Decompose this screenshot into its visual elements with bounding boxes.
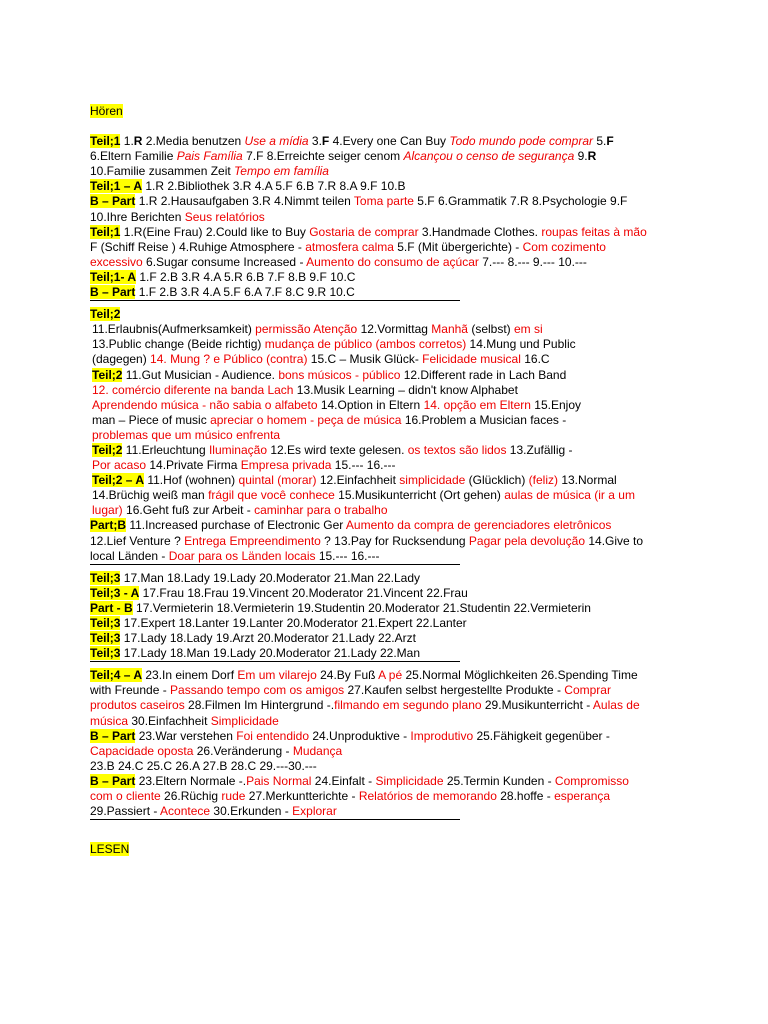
text-segment: 14.Private Firma xyxy=(146,458,241,473)
text-segment: Aulas de xyxy=(592,698,640,713)
text-segment: Simplicidade xyxy=(210,713,279,728)
text-segment: Iluminação xyxy=(208,442,267,457)
text-segment: Doar para os Länden locais xyxy=(168,548,316,563)
heading-hoeren xyxy=(90,104,680,119)
text-segment: A pé xyxy=(378,668,403,683)
text-segment: B – Part xyxy=(90,285,136,300)
text-segment: Manhã xyxy=(431,322,468,337)
text-segment: 16.C xyxy=(520,352,550,367)
text-segment: 1.R 2.Bibliothek 3.R 4.A 5.F 6.B 7.R 8.A 9.F 10.B xyxy=(142,179,406,194)
text-segment: esperança xyxy=(554,789,611,804)
text-segment: 1. xyxy=(120,134,134,149)
text-segment: 13.Normal xyxy=(558,473,617,488)
text-segment: aulas de música (ir a um xyxy=(504,488,635,503)
s4-line-4 xyxy=(90,714,680,729)
heading-lesen xyxy=(90,842,680,857)
text-segment: 11.Erleuchtung xyxy=(122,442,209,457)
text-segment: 14. Mung ? e Público (contra) xyxy=(150,352,308,367)
text-segment: Empresa privada xyxy=(240,458,332,473)
s3-line-5 xyxy=(90,631,680,646)
text-segment: 29.Passiert - xyxy=(90,804,161,819)
text-segment: 23.B 24.C 25.C 26.A 27.B 28.C 29.---30.--- xyxy=(90,758,317,773)
s4-line-5 xyxy=(90,729,680,744)
text-segment: Teil;3 - A xyxy=(90,585,140,600)
text-segment: 7.F 8.Erreichte seiger cenom xyxy=(242,149,404,164)
text-segment: 14. opção em Eltern xyxy=(423,397,531,412)
text-segment: F xyxy=(321,134,330,149)
text-segment: Teil;4 – A xyxy=(90,668,143,683)
text-segment: Teil;2 xyxy=(92,367,123,382)
text-segment: Part;B xyxy=(90,518,127,533)
text-segment: 23.Eltern Normale -. xyxy=(135,773,247,788)
text-segment: 27.Kaufen selbst hergestellte Produkte - xyxy=(344,683,565,698)
s1-line-10 xyxy=(90,270,680,285)
text-segment: 12. comércio diferente na banda Lach xyxy=(92,382,294,397)
s1-line-1 xyxy=(90,134,680,149)
text-segment: Aumento do consumo de açúcar xyxy=(306,254,479,269)
text-segment: Seus relatórios xyxy=(184,209,265,224)
text-segment: Tempo em família xyxy=(234,164,329,179)
s2-line-14 xyxy=(90,503,680,518)
text-segment: 11.Gut Musician - Audience. xyxy=(122,367,279,382)
text-segment: Teil;2 – A xyxy=(92,473,145,488)
s4-line-8 xyxy=(90,774,680,789)
text-segment: quintal (morar) xyxy=(238,473,317,488)
text-segment: R xyxy=(587,149,597,164)
text-segment: 17.Vermieterin 18.Vermieterin 19.Studentin 20.Moderator 21.Studentin 22.Vermieterin xyxy=(132,600,591,615)
text-segment: Mudança xyxy=(292,743,343,758)
text-segment: em si xyxy=(514,322,543,337)
text-segment: 9. xyxy=(574,149,588,164)
s2-line-4 xyxy=(90,352,680,367)
text-segment: 17.Lady 18.Man 19.Lady 20.Moderator 21.Lady 22.Man xyxy=(120,646,420,661)
s3-line-1 xyxy=(90,571,680,586)
text-segment: 13.Musik Learning – didn't know Alphabet xyxy=(293,382,518,397)
text-segment: 16.Problem a Musician faces - xyxy=(401,412,567,427)
text-segment: (selbst) xyxy=(467,322,514,337)
text-segment: frágil que você conhece xyxy=(208,488,335,503)
text-segment: simplicidade xyxy=(399,473,466,488)
text-segment: produtos caseiros xyxy=(90,698,185,713)
s2-line-11 xyxy=(90,458,680,473)
s2-line-8 xyxy=(90,413,680,428)
text-segment: 24.Unproduktive - xyxy=(309,728,411,743)
s2-line-13 xyxy=(90,488,680,503)
text-segment: 12.Different rade in Lach Band xyxy=(400,367,567,382)
text-segment: B – Part xyxy=(90,773,136,788)
s2-line-7 xyxy=(90,398,680,413)
text-segment: LESEN xyxy=(90,842,130,857)
text-segment: Com cozimento xyxy=(522,239,606,254)
text-segment: 6.Eltern Familie xyxy=(90,149,177,164)
text-segment: 1.F 2.B 3.R 4.A 5.F 6.A 7.F 8.C 9.R 10.C xyxy=(135,285,355,300)
text-segment: bons músicos - público xyxy=(278,367,401,382)
text-segment: 3. xyxy=(308,134,322,149)
text-segment: lugar) xyxy=(92,503,123,518)
s4-line-9 xyxy=(90,789,680,804)
text-segment: F xyxy=(606,134,614,149)
text-segment: Teil;3 xyxy=(90,631,121,646)
text-segment: 26.Veränderung - xyxy=(193,743,293,758)
text-segment: 10.Familie zusammen Zeit xyxy=(90,164,235,179)
text-segment: 14.Brüchig weiß man xyxy=(92,488,209,503)
s4-line-7 xyxy=(90,759,680,774)
text-segment: Toma parte xyxy=(353,194,414,209)
s3-line-6 xyxy=(90,646,680,661)
text-segment: 3.Handmade Clothes. xyxy=(418,224,542,239)
text-segment: with Freunde - xyxy=(90,683,171,698)
text-segment: local Länden - xyxy=(90,548,169,563)
text-segment: 12.Vormittag xyxy=(357,322,432,337)
text-segment: man – Piece of music xyxy=(92,412,211,427)
document-body xyxy=(90,104,680,857)
s1-line-4 xyxy=(90,179,680,194)
text-segment: 30.Erkunden - xyxy=(210,804,293,819)
text-segment: (feliz) xyxy=(528,473,558,488)
s4-line-10 xyxy=(90,804,680,819)
text-segment: 24.By Fuß xyxy=(316,668,379,683)
text-segment: 25.Fähigkeit gegenüber - xyxy=(473,728,610,743)
text-segment: filmando em segundo plano xyxy=(334,698,482,713)
s2-line-16 xyxy=(90,534,680,549)
text-segment: 30.Einfachheit xyxy=(128,713,211,728)
text-segment: Gostaria de comprar xyxy=(309,224,419,239)
text-segment: Pais Família xyxy=(176,149,243,164)
text-segment: Entrega Empreendimento xyxy=(184,533,321,548)
s2-line-12 xyxy=(90,473,680,488)
text-segment: Teil;3 xyxy=(90,646,121,661)
text-segment: 5.F (Mit übergerichte) - xyxy=(393,239,523,254)
text-segment: 26.Rüchig xyxy=(160,789,222,804)
text-segment: (Glücklich) xyxy=(465,473,529,488)
text-segment: Felicidade musical xyxy=(422,352,521,367)
text-segment: permissão Atenção xyxy=(255,322,358,337)
s2-line-6 xyxy=(90,383,680,398)
s2-line-9 xyxy=(90,428,680,443)
s4-line-2 xyxy=(90,683,680,698)
text-segment: rude xyxy=(221,789,246,804)
s2-line-5 xyxy=(90,368,680,383)
s3-line-4 xyxy=(90,616,680,631)
s4-line-1 xyxy=(90,668,680,683)
text-segment: B – Part xyxy=(90,194,136,209)
text-segment: 23.War verstehen xyxy=(135,728,237,743)
text-segment: Teil;3 xyxy=(90,616,121,630)
text-segment: com o cliente xyxy=(90,789,161,804)
s4-line-3 xyxy=(90,698,680,713)
s2-line-17 xyxy=(90,549,680,564)
text-segment: 5.F 6.Grammatik 7.R 8.Psychologie 9.F xyxy=(413,194,628,209)
text-segment: Teil;3 xyxy=(90,570,121,585)
s1-line-8 xyxy=(90,240,680,255)
text-segment: atmosfera calma xyxy=(305,239,394,254)
text-segment: 29.Musikunterricht - xyxy=(481,698,593,713)
s2-line-2 xyxy=(90,322,680,337)
text-segment: 12.Einfachheit xyxy=(316,473,400,488)
text-segment: B – Part xyxy=(90,728,136,743)
text-segment: 14.Give to xyxy=(585,533,644,548)
text-segment: 13.Zufällig - xyxy=(506,442,573,457)
text-segment: apreciar o homem - peça de música xyxy=(210,412,402,427)
text-segment: 23.In einem Dorf xyxy=(142,668,238,683)
text-segment: 14.Mung und Public xyxy=(466,337,576,352)
text-segment: 16.Geht fuß zur Arbeit - xyxy=(122,503,255,518)
text-segment: Compromisso xyxy=(554,773,629,788)
text-segment: Teil;2 xyxy=(92,442,123,457)
text-segment: Relatórios de memorando xyxy=(358,789,497,804)
text-segment: 10.Ihre Berichten xyxy=(90,209,185,224)
text-segment: Pais Normal xyxy=(246,773,312,788)
text-segment: Passando tempo com os amigos xyxy=(170,683,345,698)
text-segment: 12.Es wird texte gelesen. xyxy=(267,442,408,457)
s3-line-3 xyxy=(90,601,680,616)
text-segment: música xyxy=(90,713,129,728)
s2-line-10 xyxy=(90,443,680,458)
text-segment: roupas feitas à mão xyxy=(541,224,647,239)
text-segment: 4.Every one Can Buy xyxy=(329,134,450,149)
text-segment: 6.Sugar consume Increased - xyxy=(142,254,307,269)
text-segment: ? 13.Pay for Rucksendung xyxy=(320,533,469,548)
text-segment: Por acaso xyxy=(92,458,147,473)
text-segment: Teil;1 xyxy=(90,224,121,239)
text-segment: caminhar para o trabalho xyxy=(254,503,388,518)
text-segment: Alcançou o censo de segurança xyxy=(403,149,575,164)
text-segment: 11.Increased purchase of Electronic Ger xyxy=(126,518,346,533)
text-segment: Comprar xyxy=(564,683,611,698)
text-segment: 13.Public change (Beide richtig) xyxy=(92,337,265,352)
text-segment: Use a mídia xyxy=(244,134,309,149)
s2-line-1 xyxy=(90,307,680,322)
text-segment: 28.hoffe - xyxy=(496,789,555,804)
text-segment: 1.F 2.B 3.R 4.A 5.R 6.B 7.F 8.B 9.F 10.C xyxy=(136,269,356,284)
text-segment: R xyxy=(133,134,143,149)
text-segment: 15.Musikunterricht (Ort gehen) xyxy=(334,488,505,503)
text-segment: Foi entendido xyxy=(236,728,310,743)
text-segment: Hören xyxy=(90,104,123,118)
s1-line-2 xyxy=(90,149,680,164)
text-segment: 15.--- 16.--- xyxy=(331,458,396,473)
text-segment: Teil;2 xyxy=(90,307,121,322)
text-segment: 15.--- 16.--- xyxy=(315,548,380,563)
text-segment: Teil;1 – A xyxy=(90,179,143,194)
s4-line-6 xyxy=(90,744,680,759)
text-segment: 7.--- 8.--- 9.--- 10.--- xyxy=(478,254,587,269)
text-segment: 1.R 2.Hausaufgaben 3.R 4.Nimmt teilen xyxy=(135,194,354,209)
s3-line-2 xyxy=(90,586,680,601)
text-segment: Acontece xyxy=(160,804,211,819)
text-segment: Aprendendo música - não sabia o alfabeto xyxy=(92,397,318,412)
text-segment: Explorar xyxy=(292,804,337,819)
text-segment: 17.Lady 18.Lady 19.Arzt 20.Moderator 21.Lady 22.Arzt xyxy=(120,631,416,646)
text-segment: 11.Erlaubnis(Aufmerksamkeit) xyxy=(92,322,256,337)
text-segment: (dagegen) xyxy=(92,352,151,367)
text-segment: 12.Lief Venture ? xyxy=(90,533,185,548)
s2-line-3 xyxy=(90,337,680,352)
s1-line-7 xyxy=(90,225,680,240)
text-segment: 17.Frau 18.Frau 19.Vincent 20.Moderator 21.Vincent 22.Frau xyxy=(139,585,468,600)
text-segment: Simplicidade xyxy=(375,773,444,788)
s1-line-6 xyxy=(90,210,680,225)
s1-line-5 xyxy=(90,194,680,209)
text-segment: Teil;1- A xyxy=(90,269,137,284)
text-segment: Part - B xyxy=(90,600,133,615)
text-segment: 17.Man 18.Lady 19.Lady 20.Moderator 21.Man 22.Lady xyxy=(120,570,420,585)
text-segment: 28.Filmen Im Hintergrund -. xyxy=(184,698,335,713)
text-segment: 2.Media benutzen xyxy=(142,134,245,149)
text-segment: Capacidade oposta xyxy=(90,743,194,758)
text-segment: 25.Termin Kunden - xyxy=(443,773,555,788)
text-segment: Improdutivo xyxy=(410,728,474,743)
text-segment: Aumento da compra de gerenciadores eletrônicos xyxy=(345,518,612,533)
text-segment: 24.Einfalt - xyxy=(311,773,376,788)
text-segment: mudança de público (ambos corretos) xyxy=(264,337,467,352)
text-segment: 17.Expert 18.Lanter 19.Lanter 20.Moderator 21.Expert 22.Lanter xyxy=(120,616,467,630)
text-segment: F (Schiff Reise ) 4.Ruhige Atmosphere - xyxy=(90,239,306,254)
s1-line-9 xyxy=(90,255,680,270)
text-segment: 5. xyxy=(593,134,607,149)
s2-line-15 xyxy=(90,518,680,533)
text-segment: os textos são lidos xyxy=(407,442,507,457)
text-segment: Pagar pela devolução xyxy=(468,533,586,548)
text-segment: 14.Option in Eltern xyxy=(317,397,424,412)
text-segment: excessivo xyxy=(90,254,143,269)
text-segment: 15.Enjoy xyxy=(530,397,582,412)
text-segment: 25.Normal Möglichkeiten 26.Spending Time xyxy=(402,668,638,683)
text-segment: 15.C – Musik Glück- xyxy=(307,352,423,367)
text-segment: Em um vilarejo xyxy=(237,668,317,683)
text-segment: 27.Merkuntterichte - xyxy=(245,789,359,804)
text-segment: Teil;1 xyxy=(90,134,121,149)
text-segment: Todo mundo pode comprar xyxy=(449,134,593,149)
s1-line-11 xyxy=(90,285,680,300)
text-segment: 11.Hof (wohnen) xyxy=(144,473,239,488)
text-segment: problemas que um músico enfrenta xyxy=(92,427,281,442)
s1-line-3 xyxy=(90,164,680,179)
text-segment: 1.R(Eine Frau) 2.Could like to Buy xyxy=(120,224,310,239)
